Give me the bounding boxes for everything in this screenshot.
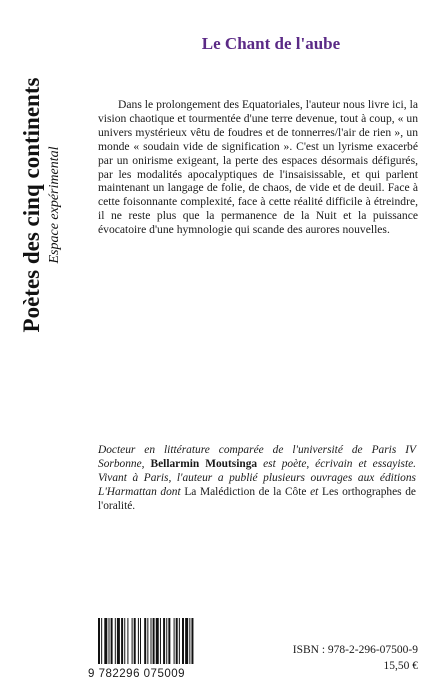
price: 15,50 € [383, 660, 418, 672]
barcode-bars [88, 618, 238, 668]
book-title: Le Chant de l'aube [201, 34, 341, 53]
bio-connector: et [310, 485, 319, 498]
bio-description: est poète, écrivain et essayiste. Vivant à Paris, l'auteur a publié plusieurs ouvrages aux éditions L'Harmattan dont [98, 457, 417, 498]
author-bio [98, 444, 416, 514]
isbn: ISBN : 978-2-296-07500-9 [292, 644, 418, 656]
barcode [88, 618, 238, 690]
series-title: Poètes des cinq continents [19, 77, 44, 333]
bio-credentials: Docteur en littérature comparée de l'université de Paris IV Sorbonne, [98, 444, 416, 470]
barcode-number: 9 782296 075009 [88, 668, 186, 680]
bio-work-2: Les orthographes de l'oralité. [98, 485, 416, 512]
author-name: Bellarmin Moutsinga [150, 457, 258, 470]
series-subtitle: Espace expérimental [47, 146, 62, 264]
bio-work-1: La Malédiction de la Côte [184, 485, 307, 498]
series-spine [18, 40, 78, 370]
blurb-paragraph: Dans le prolongement des Equatoriales, l'auteur nous livre ici, la vision chaotique et tourmentée d'une terre devenue, tout à coup, « un univers mystérieux vêtu de foudres et de tonnerres/l'air de rien », un monde « soudain vide de signification ». C'est un lyrisme exacerbé par un onirisme exigeant, la perte des espaces désormais défigurés, par les modalités apocalyptiques de l'insaisissable, et qui parlent maintenant un langage de folie, de chaos, de vide et de deuil. Face à cette foisonnante complexité, face à cette réalité difficile à étreindre, il ne reste plus que la permanence de la Nuit et la puissance évocatoire d'une hymnologie qui scande des aurores nouvelles. [98, 98, 418, 237]
